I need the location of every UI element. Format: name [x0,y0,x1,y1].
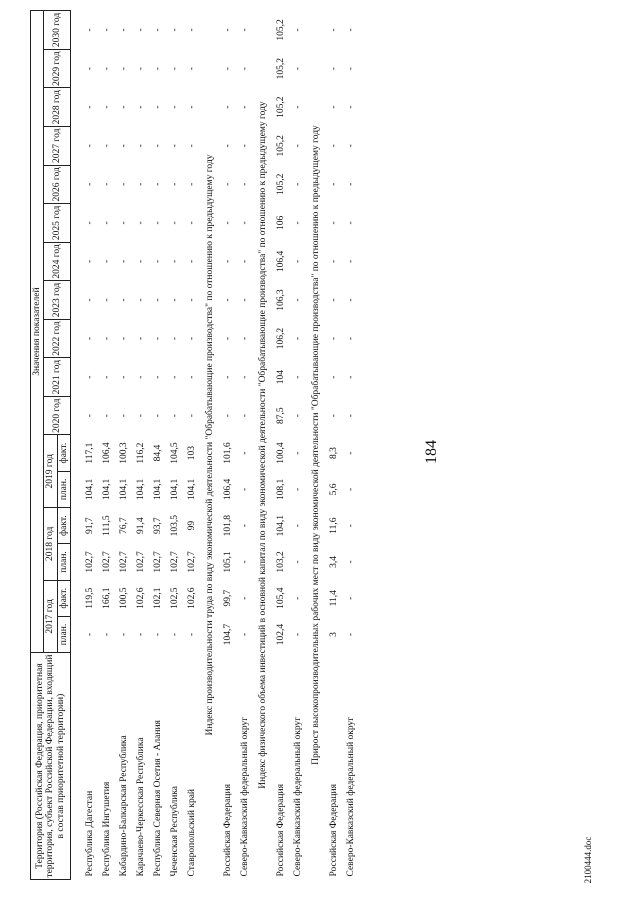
value-cell: 104,1 [152,478,163,501]
territory-name: Республика Ингушетия [101,781,112,877]
value-cell: - [186,221,197,225]
value-cell: 104,1 [275,514,286,537]
table-row [115,11,132,880]
value-cell: - [135,144,146,148]
value-cell: - [328,144,339,148]
value-cell: - [169,182,180,186]
territory-name: Российская Федерация [328,784,339,877]
value-cell: - [152,414,163,418]
value-cell: - [118,28,129,32]
territory-name: Кабардино-Балкарская Республика [118,735,129,877]
plan-header-2019: план. [57,471,70,507]
value-cell: - [239,524,250,528]
value-cell: - [292,28,303,32]
year-header-2022: 2022 год [44,319,71,358]
value-cell: 105,2 [275,135,286,157]
territory-name: Российская Федерация [275,784,286,877]
value-cell: 106,3 [275,289,286,311]
territory-name: Северо-Кавказский федеральный округ [345,716,356,877]
value-cell: - [345,487,356,491]
value-cell: - [152,105,163,109]
value-cell: 104,1 [101,478,112,501]
value-cell: - [292,144,303,148]
value-cell: - [328,182,339,186]
value-cell: - [101,105,112,109]
value-cell: 102,7 [84,551,95,573]
section-title: Индекс производительности труда по виду экономической деятельности "Обрабатывающие производства" по отношению к предыдущему году [204,154,215,736]
value-cell: - [292,414,303,418]
value-cell: - [222,67,233,71]
value-cell: 106,4 [222,478,233,501]
value-cell: - [169,67,180,71]
value-cell: - [101,298,112,302]
value-cell: - [169,144,180,148]
value-cell: 91,4 [135,517,146,534]
value-cell: 93,7 [152,517,163,534]
value-cell: 100,3 [118,442,129,464]
value-cell: - [239,67,250,71]
value-cell: - [169,259,180,264]
value-cell: - [101,221,112,225]
value-cell: - [328,336,339,341]
value-cell: - [239,144,250,148]
value-cell: - [292,560,303,564]
value-cell: - [152,632,163,637]
value-cell: 108,1 [275,478,286,501]
value-cell: - [84,67,95,71]
value-cell: 106,4 [101,442,112,464]
value-cell: 102,6 [186,587,197,609]
value-cell: 3 [328,632,339,637]
year-header-2024: 2024 год [44,242,71,281]
value-cell: - [84,28,95,32]
value-cell: 102,6 [135,587,146,609]
year-header-2025: 2025 год [44,204,71,243]
value-cell: - [101,28,112,32]
value-cell: - [101,182,112,186]
section-title-row [306,11,325,880]
value-cell: 76,7 [118,517,129,534]
value-cell: - [152,67,163,71]
territory-name: Чеченская Республика [169,785,180,877]
territory-name: Ставропольский край [186,788,197,877]
value-cell: - [345,560,356,564]
table-row [342,11,359,880]
year-header-2020: 2020 год [44,396,71,435]
value-cell: 116,2 [135,442,146,464]
value-cell: 105,2 [275,57,286,80]
value-cell: - [101,336,112,341]
value-cell: - [118,221,129,225]
indicators-table [30,10,359,880]
value-cell: - [328,221,339,225]
value-cell: 106,2 [275,327,286,350]
value-cell: - [84,414,95,418]
value-cell: - [222,144,233,148]
plan-header-2018: план. [57,544,70,580]
value-cell: - [84,259,95,264]
spacer-row [71,11,82,880]
table-row [236,11,253,880]
value-cell: - [186,182,197,186]
value-cell: - [101,259,112,264]
value-cell: - [345,451,356,455]
value-cell: - [135,28,146,32]
value-cell: - [84,144,95,148]
value-cell: - [186,632,197,637]
value-cell: - [118,336,129,341]
value-cell: 102,7 [169,551,180,573]
value-cell: 105,4 [275,587,286,609]
table-row [98,11,115,880]
value-cell: 91,7 [84,517,95,534]
table-row [149,11,166,880]
value-cell: - [186,298,197,302]
fact-header-2018: факт. [57,508,70,544]
territory-name: Республика Дагестан [84,790,95,877]
plan-header-2017: план. [57,616,70,652]
value-cell: - [222,221,233,225]
value-cell: - [292,487,303,491]
value-cell: 102,5 [169,587,180,609]
year-header-2019: 2019 год [44,435,57,508]
value-cell: - [135,414,146,418]
value-cell: - [345,182,356,186]
value-cell: 103,5 [169,514,180,537]
value-cell: - [345,259,356,264]
year-header-2029: 2029 год [44,49,71,88]
value-cell: - [239,414,250,418]
value-cell: - [101,375,112,379]
table-row [183,11,200,880]
value-cell: - [239,632,250,637]
value-cell: - [292,524,303,528]
table-row [132,11,149,880]
value-cell: - [135,221,146,225]
table-row [166,11,183,880]
value-cell: - [169,105,180,109]
value-cell: - [186,414,197,418]
value-cell: - [186,28,197,32]
section-title: Прирост высокопроизводительных рабочих мест по виду экономической деятельности "Обрабатывающие производства" по отношению к предыдущему году [310,125,321,765]
value-cell: - [135,336,146,341]
value-cell: - [101,632,112,637]
value-cell: - [222,414,233,418]
value-cell: - [84,182,95,186]
value-cell: - [345,414,356,418]
value-cell: 104,1 [84,478,95,501]
value-cell: - [84,375,95,379]
value-cell: - [239,182,250,186]
value-cell: - [152,144,163,148]
value-cell: 99 [186,520,197,531]
value-cell: 103,2 [275,551,286,573]
value-cell: 104 [275,370,286,385]
value-cell: - [186,336,197,341]
value-cell: - [135,105,146,109]
value-cell: - [239,336,250,341]
value-cell: 8,3 [328,447,339,460]
year-header-2021: 2021 год [44,358,71,397]
value-cell: 102,7 [186,551,197,573]
value-cell: 3,4 [328,556,339,568]
value-cell: - [118,414,129,418]
value-cell: - [292,105,303,109]
value-cell: 102,7 [135,551,146,573]
table-body [71,11,360,880]
value-cell: - [239,560,250,564]
territory-name: Республика Северная Осетия - Алания [152,720,163,877]
value-cell: - [292,596,303,600]
value-cell: 11,4 [328,590,339,607]
value-cell: 5,6 [328,483,339,496]
value-cell: - [345,298,356,302]
value-cell: 101,8 [222,514,233,537]
value-cell: - [84,105,95,109]
value-cell: - [152,298,163,302]
value-cell: - [345,524,356,528]
table-row [219,11,236,880]
value-cell: - [239,487,250,491]
value-cell: - [345,336,356,341]
value-cell: - [169,221,180,225]
value-cell: 102,7 [101,551,112,573]
value-cell: - [222,182,233,186]
territory-name: Северо-Кавказский федеральный округ [239,716,250,877]
value-cell: - [118,259,129,264]
value-cell: - [118,105,129,109]
value-cell: - [118,375,129,379]
section-title-row [253,11,272,880]
value-cell: - [152,259,163,264]
value-cell: - [84,298,95,302]
value-cell: 119,5 [84,587,95,609]
value-cell: 11,6 [328,517,339,534]
value-cell: - [292,182,303,186]
fact-header-2017: факт. [57,580,70,616]
value-cell: 102,7 [152,551,163,573]
value-cell: - [169,414,180,418]
value-cell: - [118,67,129,71]
value-cell: - [239,451,250,455]
value-cell: - [101,144,112,148]
section-title: Индекс физического объема инвестиций в основной капитал по виду экономической деятельности "Обрабатывающие производства" по отношению к предыдущему году [257,101,268,789]
value-cell: - [84,336,95,341]
value-cell: - [222,375,233,379]
territory-name: Северо-Кавказский федеральный округ [292,716,303,877]
value-cell: 84,4 [152,444,163,462]
value-cell: - [239,298,250,302]
value-cell: - [328,298,339,302]
value-cell: - [328,67,339,71]
value-cell: - [186,105,197,109]
value-cell: - [186,67,197,71]
page-number: 184 [423,440,440,464]
value-cell: - [118,182,129,186]
value-cell: 102,1 [152,587,163,609]
value-cell: - [84,221,95,225]
values-group-header: Значения показателей [31,11,44,653]
value-cell: - [169,375,180,379]
value-cell: - [169,632,180,637]
section-title-row [200,11,219,880]
value-cell: - [152,375,163,379]
value-cell: - [292,451,303,455]
rotated-table-area [30,10,410,880]
value-cell: 99,7 [222,589,233,607]
value-cell: - [345,375,356,379]
value-cell: - [328,375,339,379]
value-cell: 104,1 [169,478,180,501]
value-cell: - [239,28,250,32]
value-cell: 104,5 [169,442,180,464]
value-cell: 111,5 [101,515,112,537]
value-cell: - [152,221,163,225]
value-cell: - [328,259,339,264]
value-cell: - [135,298,146,302]
table-header [31,11,71,880]
value-cell: 100,4 [275,442,286,464]
value-cell: 104,1 [135,478,146,501]
value-cell: 106 [275,215,286,230]
value-cell: - [292,67,303,71]
value-cell: - [186,144,197,148]
value-cell: - [292,298,303,302]
value-cell: - [169,28,180,32]
value-cell: - [169,298,180,302]
value-cell: 100,5 [118,587,129,609]
table-row [289,11,306,880]
value-cell: 102,7 [118,551,129,573]
value-cell: 104,1 [118,478,129,501]
year-header-2030: 2030 год [44,11,71,50]
year-header-2027: 2027 год [44,126,71,165]
value-cell: - [345,632,356,637]
value-cell: - [101,414,112,418]
value-cell: - [118,632,129,637]
value-cell: - [152,28,163,32]
value-cell: - [345,596,356,600]
value-cell: - [222,28,233,32]
value-cell: - [169,336,180,341]
value-cell: 106,4 [275,250,286,273]
value-cell: - [292,375,303,379]
value-cell: - [239,105,250,109]
value-cell: 87,5 [275,407,286,424]
value-cell: - [328,28,339,32]
value-cell: 104,1 [186,478,197,501]
value-cell: 104,7 [222,623,233,646]
value-cell: - [101,67,112,71]
value-cell: - [186,375,197,379]
value-cell: - [118,298,129,302]
territory-header: Территория (Российская Федерация, приоритетная территория, субъект Российской Федерации, входящий в состав приоритетной территории) [31,653,71,880]
value-cell: - [186,259,197,264]
document-code: 2100444.doc [583,836,593,884]
year-header-2026: 2026 год [44,165,71,204]
value-cell: - [292,336,303,341]
table-row [325,11,342,880]
territory-name: Российская Федерация [222,784,233,877]
value-cell: - [222,105,233,109]
territory-name: Карачаево-Черкесская Республика [135,737,146,877]
value-cell: 117,1 [84,442,95,464]
value-cell: - [84,632,95,637]
value-cell: - [222,298,233,302]
year-header-2017: 2017 год [44,580,57,653]
value-cell: - [239,596,250,600]
value-cell: 105,2 [275,19,286,41]
value-cell: - [328,414,339,418]
value-cell: - [292,221,303,225]
fact-header-2019: факт. [57,435,70,471]
value-cell: - [345,221,356,225]
value-cell: - [239,375,250,379]
value-cell: 103 [186,445,197,461]
value-cell: - [345,67,356,71]
value-cell: 166,1 [101,587,112,609]
value-cell: - [222,259,233,264]
table-row [81,11,98,880]
value-cell: - [135,67,146,71]
value-cell: - [118,144,129,148]
value-cell: 105,2 [275,173,286,195]
year-header-2023: 2023 год [44,281,71,320]
value-cell: - [239,259,250,264]
value-cell: - [345,144,356,148]
value-cell: 101,6 [222,442,233,464]
value-cell: - [222,336,233,341]
value-cell: - [292,259,303,264]
value-cell: 105,2 [275,96,286,118]
value-cell: - [292,632,303,637]
value-cell: - [135,259,146,264]
value-cell: 105,1 [222,551,233,573]
value-cell: - [152,182,163,186]
value-cell: - [152,336,163,341]
year-header-2018: 2018 год [44,508,57,581]
value-cell: - [239,221,250,225]
table-row [272,11,289,880]
value-cell: - [135,632,146,637]
value-cell: - [135,182,146,186]
year-header-2028: 2028 год [44,88,71,127]
value-cell: - [345,28,356,32]
value-cell: - [135,375,146,379]
value-cell: - [328,105,339,109]
value-cell: - [345,105,356,109]
value-cell: 102,4 [275,623,286,646]
